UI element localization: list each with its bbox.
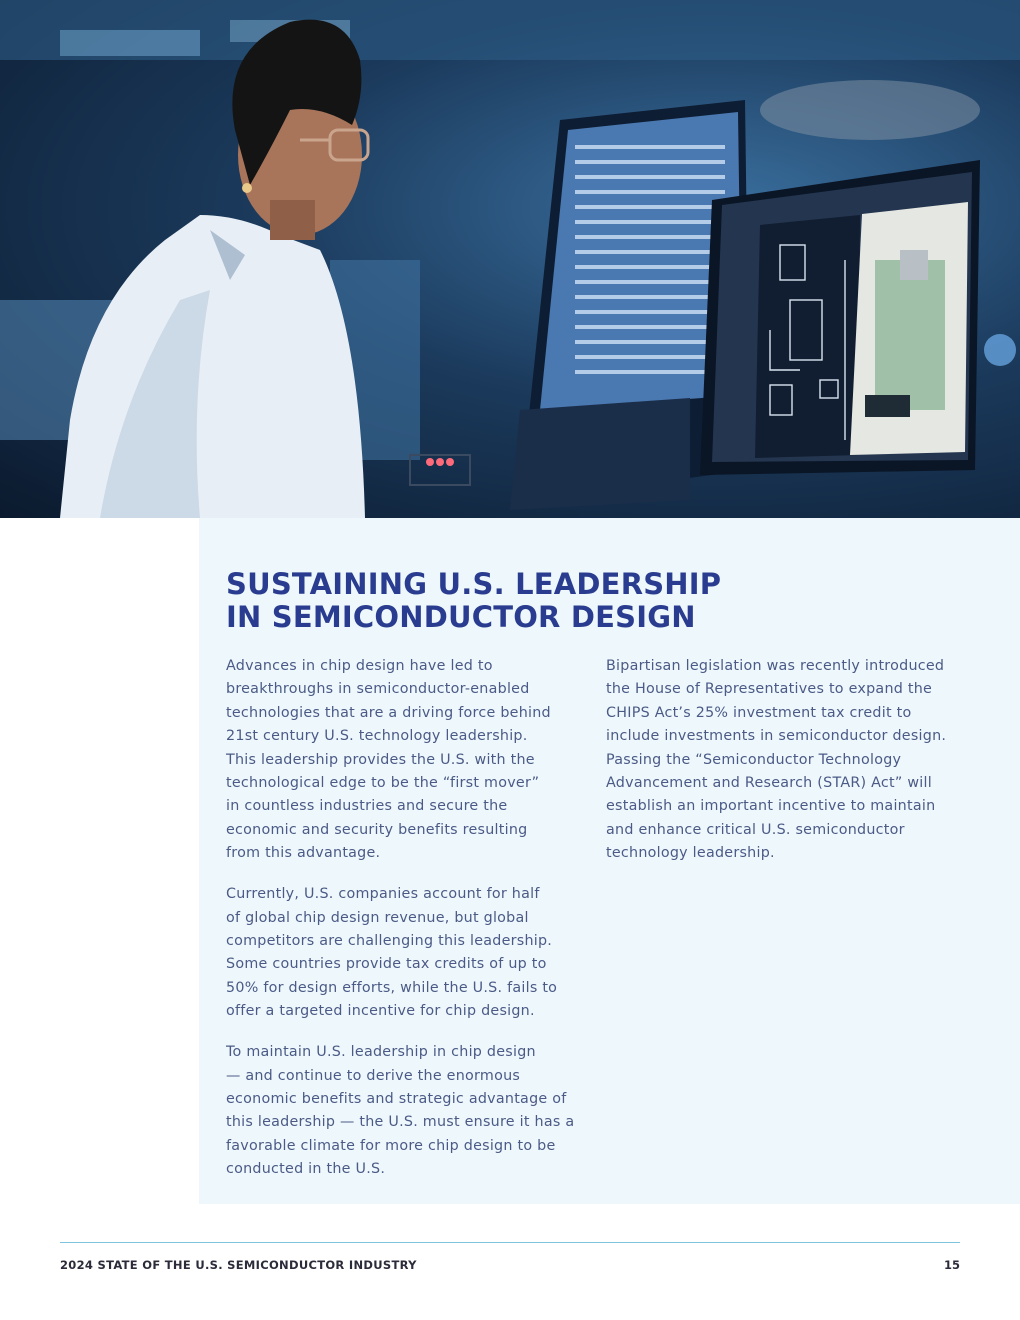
paragraph: Advances in chip design have led to breakthroughs in semiconductor-enabled technologies that are a driving force behind 21st century U.S. technology leadership. This leadership provides the U.S. with the technological edge to be the “first mover” in countless industries and secure the economic and security benefits resulting from this advantage. — [226, 658, 551, 862]
left-text-column — [226, 655, 578, 1199]
footer-report-title: 2024 STATE OF THE U.S. SEMICONDUCTOR INDUSTRY — [60, 1258, 417, 1272]
paragraph: Currently, U.S. companies account for half of global chip design revenue, but global competitors are challenging this leadership. Some countries provide tax credits of up to 50% for design efforts, while the U.S. fails to offer a targeted incentive for chip design. — [226, 886, 558, 1020]
section-title — [226, 568, 926, 634]
right-text-column — [606, 655, 958, 883]
footer-divider — [60, 1242, 960, 1243]
paragraph: Bipartisan legislation was recently introduced the House of Representatives to expand the CHIPS Act’s 25% investment tax credit to include investments in semiconductor design. Passing the “Semiconductor Technology Advancement and Research (STAR) Act” will establish an important incentive to maintain and enhance critical U.S. semiconductor technology leadership. — [606, 658, 947, 862]
page-number: 15 — [943, 1258, 960, 1272]
hero-illustration — [0, 0, 1020, 518]
paragraph: To maintain U.S. leadership in chip design — and continue to derive the enormous economic benefits and strategic advantage of this leadership — the U.S. must ensure it has a favorable climate for more chip design to be conducted in the U.S. — [226, 1044, 575, 1178]
hero-photo — [0, 0, 1020, 518]
section-title-line-2: IN SEMICONDUCTOR DESIGN — [226, 600, 696, 634]
section-title-line-1: SUSTAINING U.S. LEADERSHIP — [226, 567, 722, 601]
